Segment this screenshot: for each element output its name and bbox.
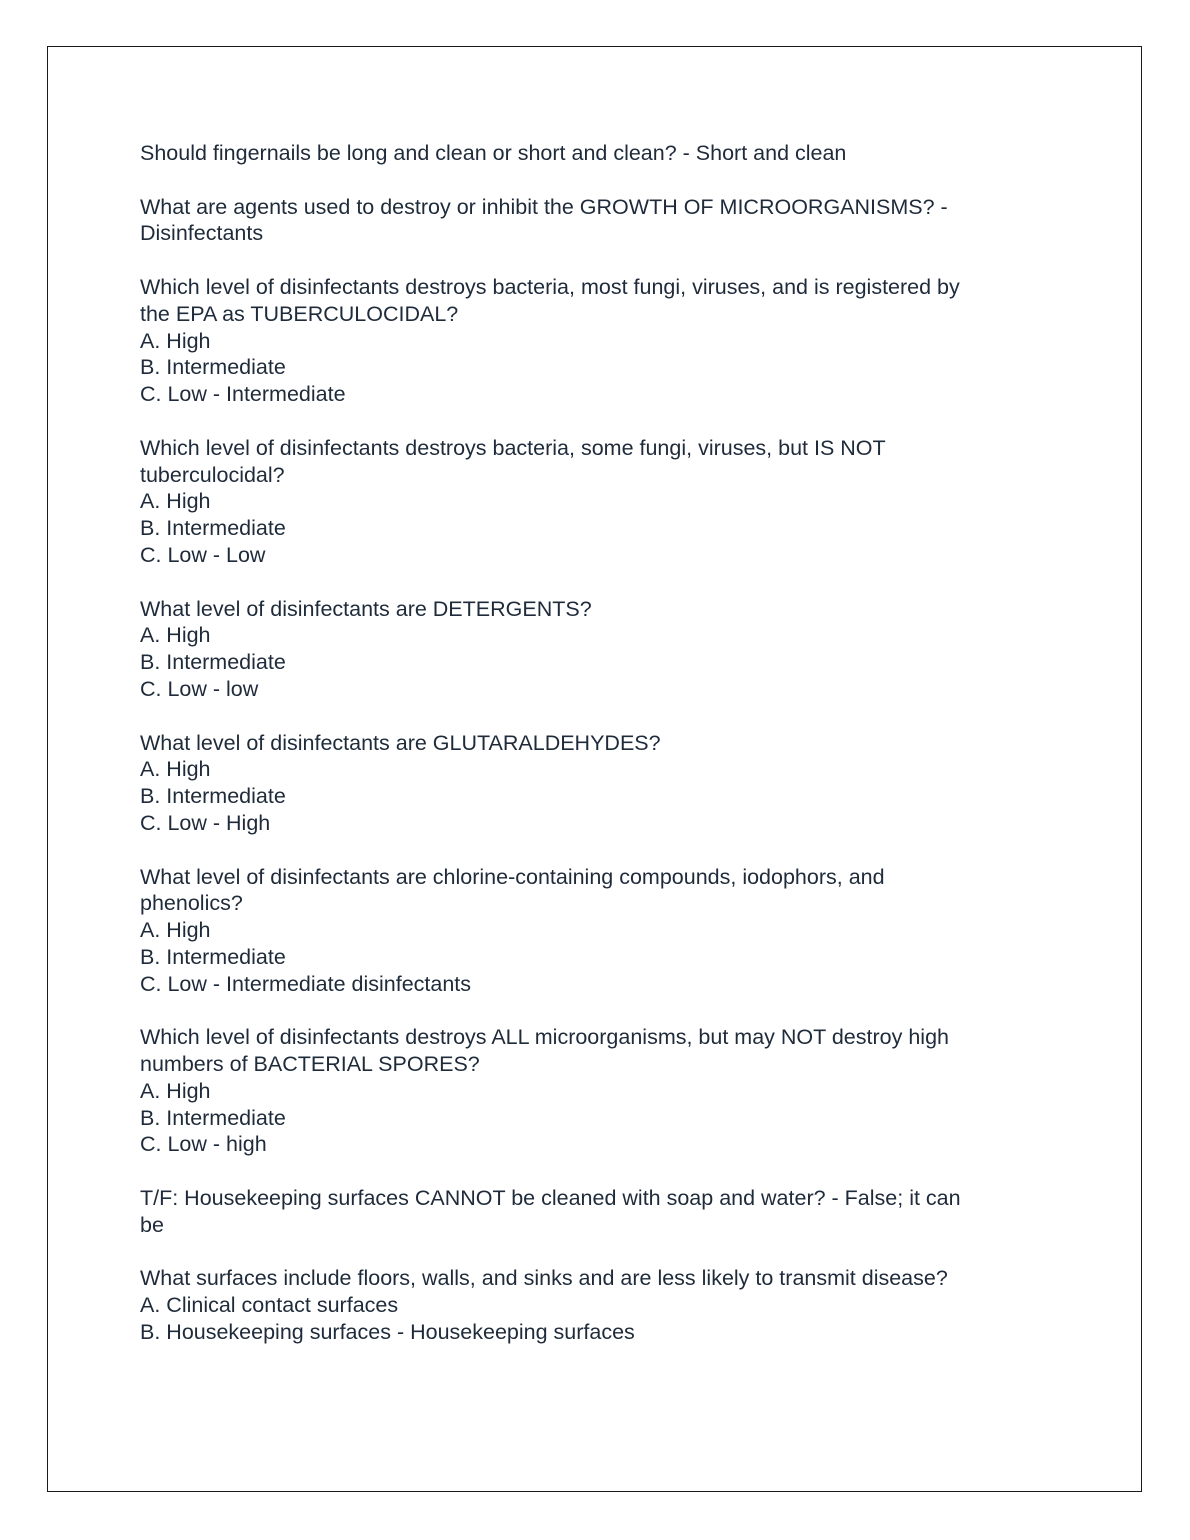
text-line: Which level of disinfectants destroys bacteria, most fungi, viruses, and is registered by: [140, 274, 960, 299]
text-line: A. High: [140, 328, 211, 353]
text-line: Disinfectants: [140, 221, 264, 246]
text-line: What level of disinfectants are GLUTARALDEHYDES?: [140, 730, 661, 755]
text-line: Should fingernails be long and clean or short and clean? - Short and clean: [140, 141, 847, 165]
text-line: C. Low - high: [140, 1132, 267, 1157]
text-line: A. Clinical contact surfaces: [140, 1293, 399, 1318]
text-line: What level of disinfectants are DETERGENTS?: [140, 596, 592, 621]
qa-block: [140, 194, 1040, 248]
text-line: C. Low - Intermediate disinfectants: [140, 971, 472, 996]
text-line: B. Intermediate: [140, 944, 286, 969]
qa-block: [140, 435, 1040, 569]
text-line: What are agents used to destroy or inhibit the GROWTH OF MICROORGANISMS? -: [140, 194, 948, 219]
text-line: Which level of disinfectants destroys bacteria, some fungi, viruses, but IS NOT: [140, 435, 886, 460]
text-line: B. Housekeeping surfaces - Housekeeping surfaces: [140, 1320, 635, 1345]
text-line: be: [140, 1212, 164, 1237]
text-line: B. Intermediate: [140, 1105, 286, 1130]
qa-block: [140, 1185, 1040, 1239]
text-line: T/F: Housekeeping surfaces CANNOT be cleaned with soap and water? - False; it can: [140, 1186, 961, 1211]
text-line: B. Intermediate: [140, 784, 286, 809]
text-line: C. Low - Low: [140, 542, 266, 567]
text-line: B. Intermediate: [140, 355, 286, 380]
text-line: C. Low - High: [140, 810, 271, 835]
text-line: Which level of disinfectants destroys ALL microorganisms, but may NOT destroy high: [140, 1025, 949, 1050]
qa-block: [140, 1265, 1040, 1345]
text-line: What surfaces include floors, walls, and sinks and are less likely to transmit disease?: [140, 1266, 948, 1291]
text-line: phenolics?: [140, 891, 243, 916]
text-line: tuberculocidal?: [140, 462, 285, 487]
text-line: B. Intermediate: [140, 516, 286, 541]
qa-block: [140, 1024, 1040, 1158]
text-line: the EPA as TUBERCULOCIDAL?: [140, 301, 459, 326]
text-line: A. High: [140, 918, 211, 943]
text-line: A. High: [140, 1078, 211, 1103]
text-line: A. High: [140, 757, 211, 782]
text-line: B. Intermediate: [140, 650, 286, 675]
text-line: A. High: [140, 489, 211, 514]
qa-block: [140, 274, 1040, 408]
text-line: C. Low - low: [140, 676, 259, 701]
text-line: numbers of BACTERIAL SPORES?: [140, 1052, 480, 1077]
qa-block: [140, 864, 1040, 998]
qa-block: [140, 596, 1040, 703]
text-line: What level of disinfectants are chlorine-containing compounds, iodophors, and: [140, 864, 885, 889]
document-body: [140, 140, 1040, 1373]
text-line: C. Low - Intermediate: [140, 382, 346, 407]
qa-block: [140, 140, 1040, 167]
qa-block: [140, 730, 1040, 837]
text-line: A. High: [140, 623, 211, 648]
